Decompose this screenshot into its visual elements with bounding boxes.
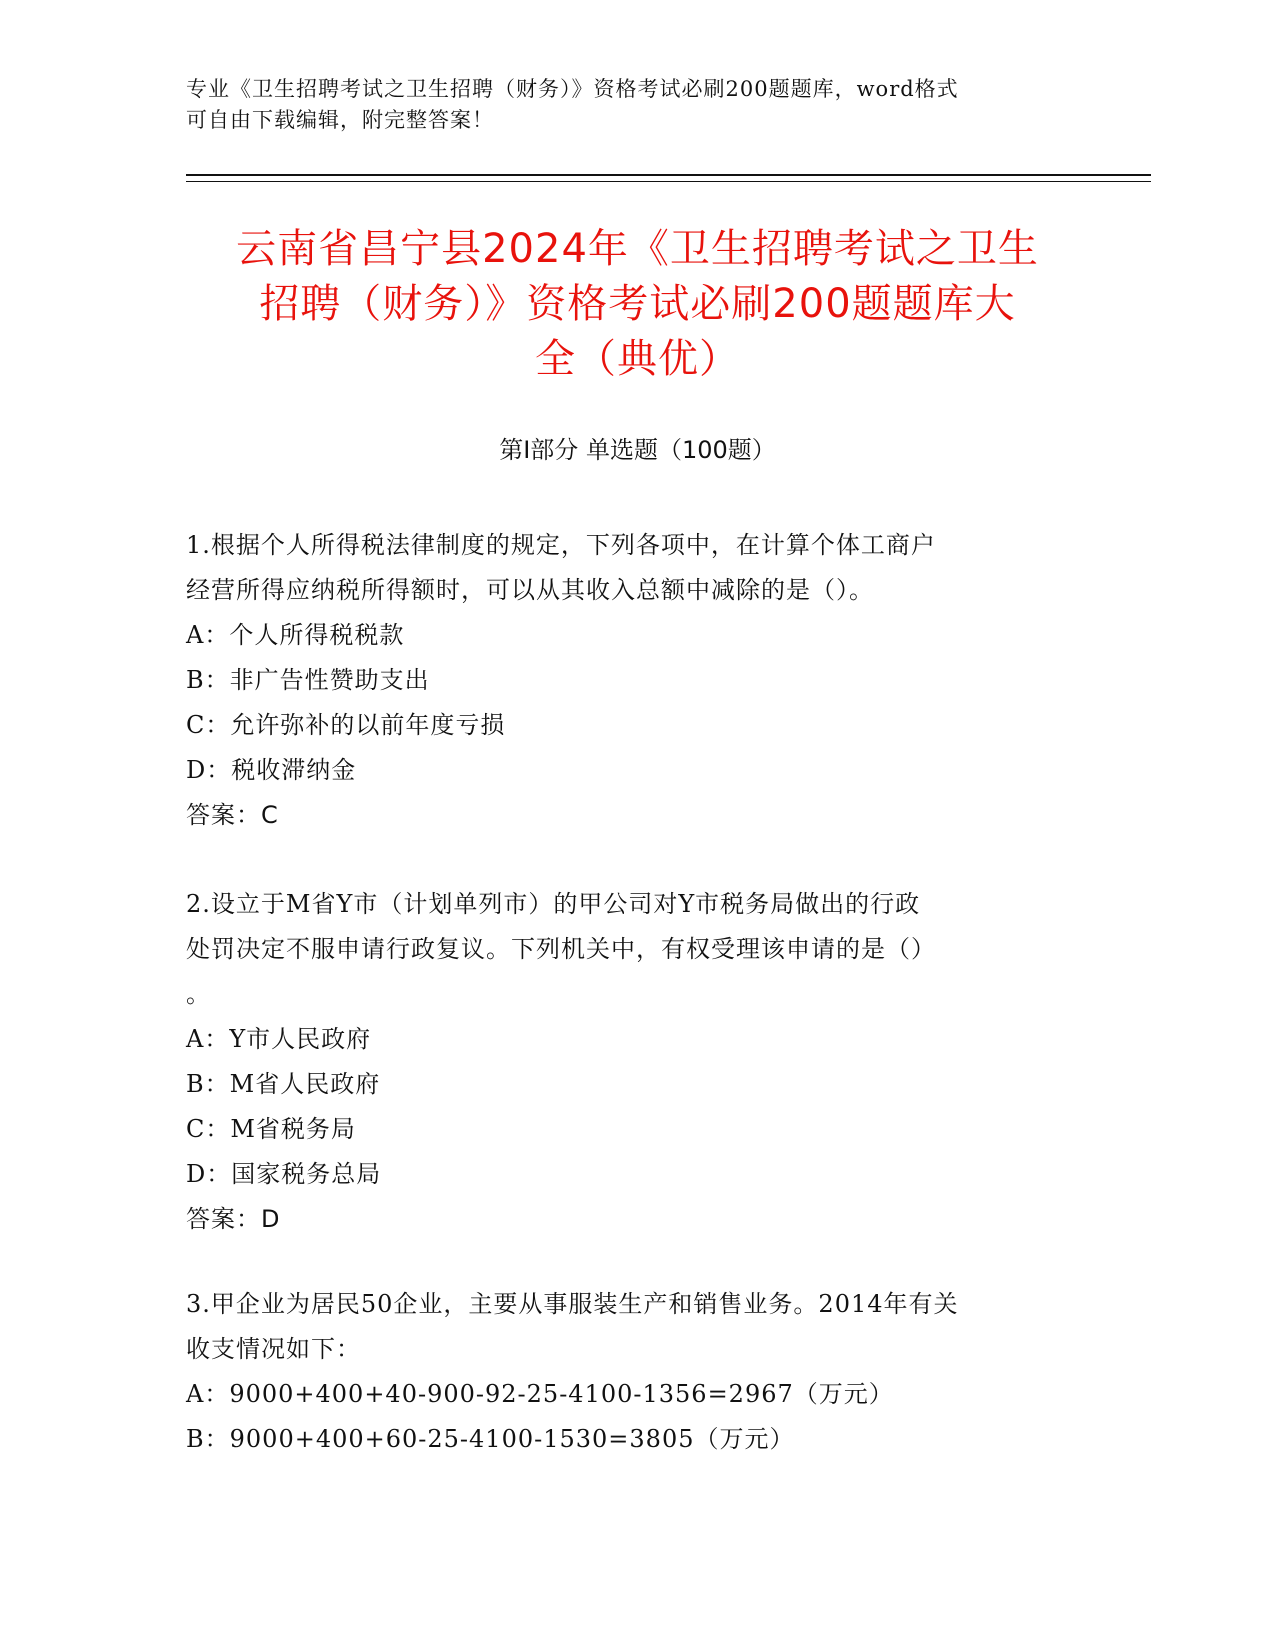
option-c: C：允许弥补的以前年度亏损 <box>186 711 506 739</box>
question-stem-line: 。 <box>186 980 211 1008</box>
answer-label: 答案：C <box>186 801 279 829</box>
section-heading: 第I部分 单选题（100题） <box>499 436 776 464</box>
question-stem-line: 经营所得应纳税所得额时，可以从其收入总额中减除的是（）。 <box>186 576 874 604</box>
document-title-line1: 云南省昌宁县2024年《卫生招聘考试之卫生 <box>236 226 1039 272</box>
document-title-line2: 招聘（财务）》资格考试必刷200题题库大 <box>259 281 1016 327</box>
option-b: B：非广告性赞助支出 <box>186 666 430 694</box>
option-a: A：Y市人民政府 <box>186 1025 372 1053</box>
header-divider-thin <box>186 181 1151 182</box>
option-b: B：M省人民政府 <box>186 1070 381 1098</box>
header-divider-thick <box>186 174 1151 176</box>
document-title-line3: 全（典优） <box>535 336 740 382</box>
option-a: A：个人所得税税款 <box>186 621 405 649</box>
option-a: A：9000+400+40-900-92-25-4100-1356=2967（万元） <box>186 1380 894 1408</box>
question-stem-line: 1.根据个人所得税法律制度的规定，下列各项中，在计算个体工商户 <box>186 531 936 559</box>
question-2 <box>186 882 1086 1242</box>
option-c: C：M省税务局 <box>186 1115 356 1143</box>
header-note-line2: 可自由下载编辑，附完整答案！ <box>186 108 494 132</box>
question-stem-line: 2.设立于M省Y市（计划单列市）的甲公司对Y市税务局做出的行政 <box>186 890 921 918</box>
header-note <box>186 74 1076 136</box>
question-1 <box>186 523 1086 838</box>
answer-label: 答案：D <box>186 1205 281 1233</box>
document-title <box>150 222 1125 387</box>
header-note-line1: 专业《卫生招聘考试之卫生招聘（财务）》资格考试必刷200题题库，word格式 <box>186 77 959 101</box>
question-stem-line: 处罚决定不服申请行政复议。下列机关中，有权受理该申请的是（） <box>186 935 936 963</box>
option-b: B：9000+400+60-25-4100-1530=3805（万元） <box>186 1425 795 1453</box>
question-stem-line: 收支情况如下： <box>186 1335 361 1363</box>
question-stem-line: 3.甲企业为居民50企业，主要从事服装生产和销售业务。2014年有关 <box>186 1290 959 1318</box>
question-3 <box>186 1282 1086 1462</box>
option-d: D：国家税务总局 <box>186 1160 382 1188</box>
option-d: D：税收滞纳金 <box>186 756 357 784</box>
